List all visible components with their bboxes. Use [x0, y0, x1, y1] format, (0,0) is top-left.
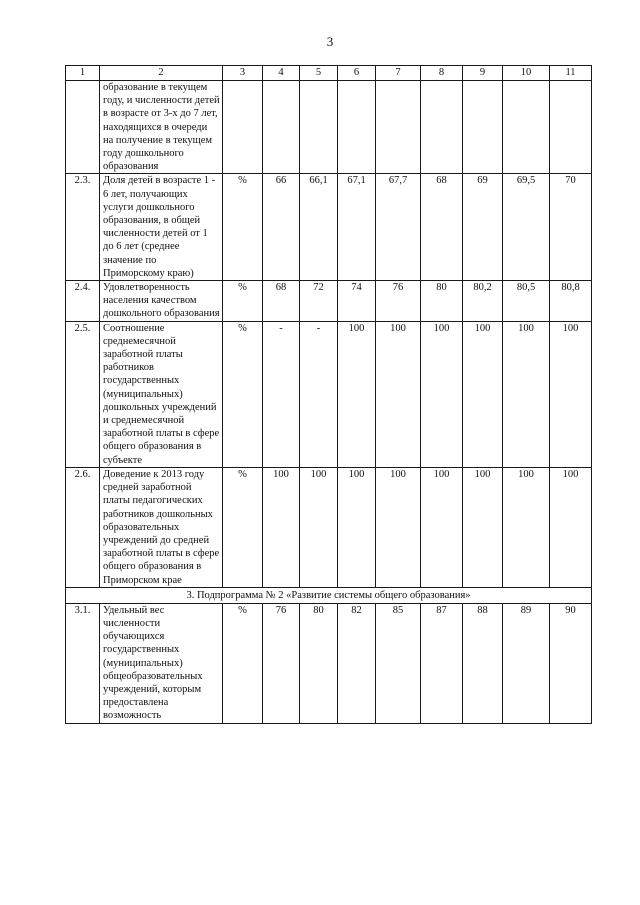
value-cell: 69,5 [503, 174, 550, 281]
table-row [66, 603, 592, 723]
value-cell: 100 [503, 321, 550, 467]
value-cell: 100 [503, 467, 550, 587]
value-cell [421, 81, 463, 174]
value-cell: 80,2 [463, 281, 503, 322]
value-cell: 100 [338, 321, 376, 467]
unit-cell [223, 81, 263, 174]
indicator-name: Доля детей в возрасте 1 - 6 лет, получающих услуги дошкольного образования, в общей численности детей от 1 до 6 лет (среднее значение по Приморскому краю) [100, 174, 223, 281]
page-number: 3 [326, 34, 334, 49]
table-row [66, 174, 592, 281]
value-cell: 100 [421, 467, 463, 587]
table-row [66, 321, 592, 467]
unit-cell: % [223, 603, 263, 723]
value-cell: 100 [421, 321, 463, 467]
column-header: 9 [463, 66, 503, 81]
table-row [66, 81, 592, 174]
value-cell: 100 [463, 321, 503, 467]
value-cell: 80 [300, 603, 338, 723]
indicator-name: Соотношение среднемесячной заработной платы работников государственных (муниципальных) дошкольных учреждений и среднемесячной заработной платы в сфере общего образования в субъекте [100, 321, 223, 467]
value-cell [338, 81, 376, 174]
unit-cell: % [223, 321, 263, 467]
value-cell: 76 [376, 281, 421, 322]
value-cell: 85 [376, 603, 421, 723]
value-cell: 100 [550, 467, 592, 587]
value-cell: 87 [421, 603, 463, 723]
value-cell [550, 81, 592, 174]
value-cell [263, 81, 300, 174]
value-cell: 80,8 [550, 281, 592, 322]
value-cell: 100 [550, 321, 592, 467]
unit-cell: % [223, 467, 263, 587]
value-cell: 100 [376, 467, 421, 587]
value-cell: 89 [503, 603, 550, 723]
value-cell: 66 [263, 174, 300, 281]
value-cell: 68 [263, 281, 300, 322]
value-cell: 76 [263, 603, 300, 723]
table-row [66, 467, 592, 587]
value-cell: 80,5 [503, 281, 550, 322]
value-cell: 100 [300, 467, 338, 587]
value-cell: 66,1 [300, 174, 338, 281]
value-cell [376, 81, 421, 174]
unit-cell: % [223, 281, 263, 322]
value-cell: 68 [421, 174, 463, 281]
value-cell: 90 [550, 603, 592, 723]
value-cell: 80 [421, 281, 463, 322]
row-number: 2.5. [66, 321, 100, 467]
table-row [66, 281, 592, 322]
section-row [66, 587, 592, 603]
value-cell: - [263, 321, 300, 467]
value-cell: 72 [300, 281, 338, 322]
value-cell: - [300, 321, 338, 467]
column-header: 7 [376, 66, 421, 81]
value-cell [503, 81, 550, 174]
value-cell [463, 81, 503, 174]
indicator-name: образование в текущем году, и численности детей в возрасте от 3-х до 7 лет, находящихся в очереди на получение в текущем году дошкольного образования [100, 81, 223, 174]
indicator-name: Доведение к 2013 году средней заработной платы педагогических работников дошкольных образовательных учреждений до средней заработной платы в сфере общего образования в Приморском крае [100, 467, 223, 587]
value-cell: 82 [338, 603, 376, 723]
value-cell: 100 [338, 467, 376, 587]
column-header: 11 [550, 66, 592, 81]
value-cell: 88 [463, 603, 503, 723]
column-header: 2 [100, 66, 223, 81]
value-cell: 69 [463, 174, 503, 281]
column-header: 6 [338, 66, 376, 81]
row-number: 2.6. [66, 467, 100, 587]
indicator-name: Удельный вес численности обучающихся государственных (муниципальных) общеобразовательных учреждений, которым предоставлена возможность [100, 603, 223, 723]
row-number: 3.1. [66, 603, 100, 723]
column-header: 8 [421, 66, 463, 81]
column-header: 5 [300, 66, 338, 81]
column-header-row [66, 66, 592, 81]
value-cell: 70 [550, 174, 592, 281]
row-number: 2.3. [66, 174, 100, 281]
unit-cell: % [223, 174, 263, 281]
column-header: 4 [263, 66, 300, 81]
value-cell: 74 [338, 281, 376, 322]
value-cell: 100 [376, 321, 421, 467]
indicator-name: Удовлетворенность населения качеством дошкольного образования [100, 281, 223, 322]
column-header: 3 [223, 66, 263, 81]
value-cell: 100 [263, 467, 300, 587]
row-number: 2.4. [66, 281, 100, 322]
indicators-table [65, 65, 592, 724]
section-title: 3. Подпрограмма № 2 «Развитие системы общего образования» [66, 587, 592, 603]
value-cell: 67,7 [376, 174, 421, 281]
value-cell [300, 81, 338, 174]
column-header: 10 [503, 66, 550, 81]
column-header: 1 [66, 66, 100, 81]
value-cell: 100 [463, 467, 503, 587]
row-number [66, 81, 100, 174]
value-cell: 67,1 [338, 174, 376, 281]
